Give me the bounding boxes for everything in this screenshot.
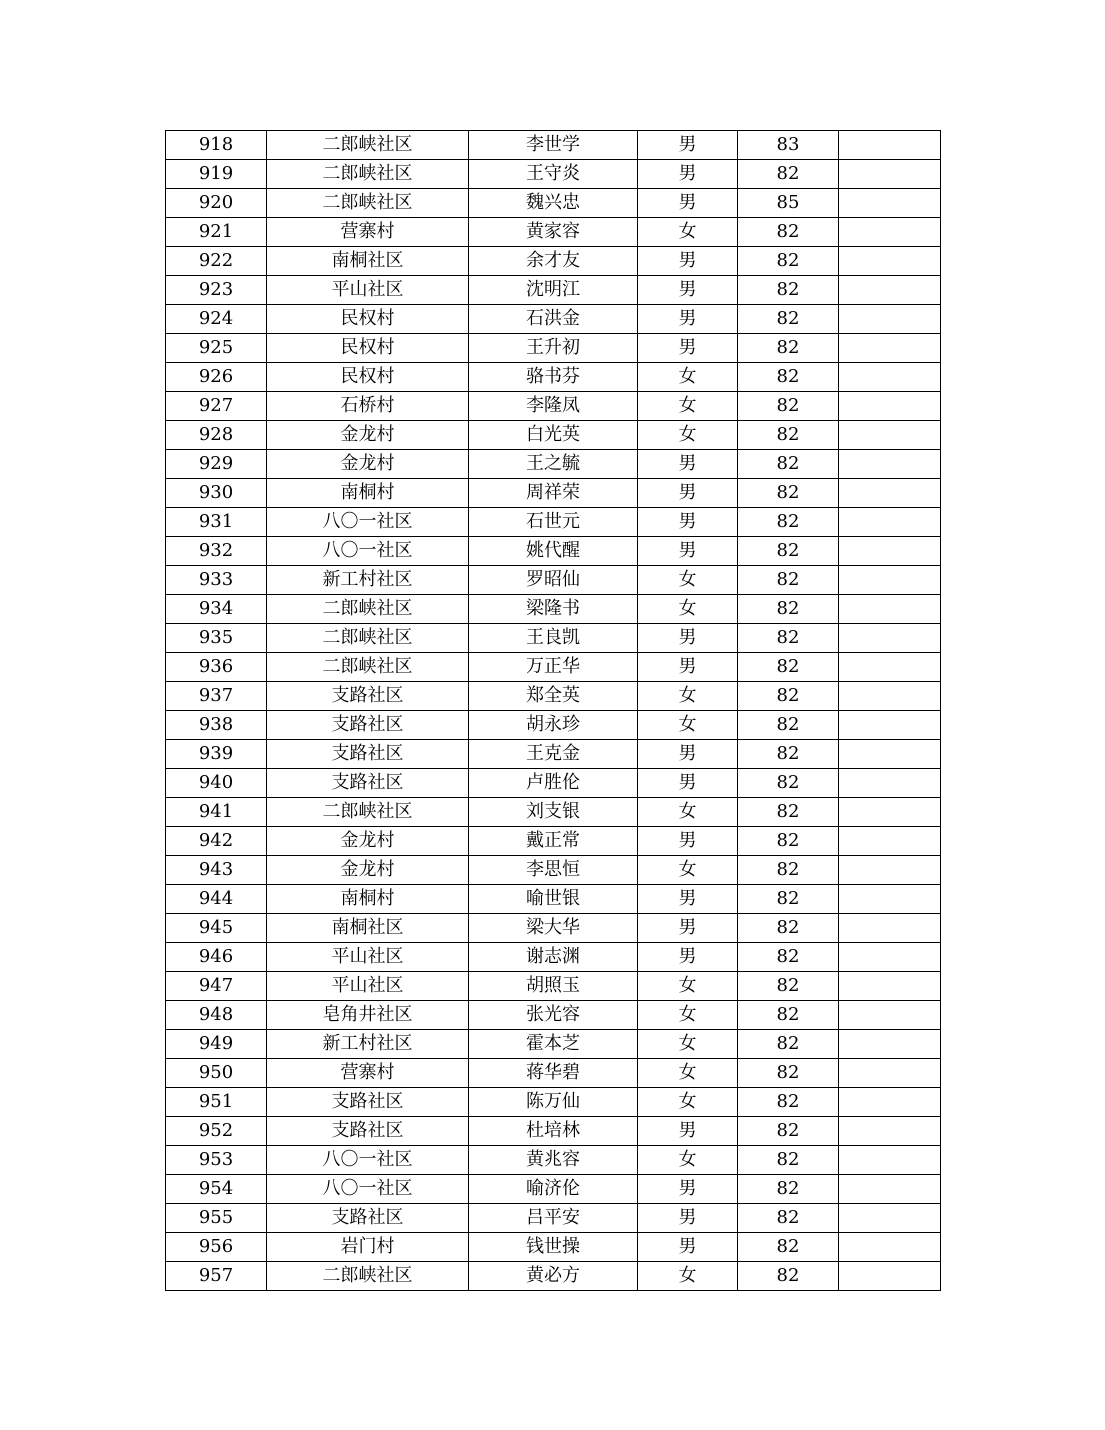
cell-community: 金龙村 [267,827,469,856]
cell-remark [839,160,941,189]
cell-gender: 女 [638,595,738,624]
cell-gender: 女 [638,392,738,421]
roster-table [165,130,941,1291]
cell-remark [839,392,941,421]
cell-remark [839,798,941,827]
cell-number: 926 [166,363,267,392]
cell-gender: 男 [638,1233,738,1262]
cell-remark [839,711,941,740]
table-row [166,1030,941,1059]
table-row [166,1001,941,1030]
cell-community: 民权村 [267,334,469,363]
cell-age: 82 [738,508,839,537]
cell-gender: 女 [638,711,738,740]
cell-remark [839,972,941,1001]
table-row [166,189,941,218]
cell-remark [839,1001,941,1030]
cell-gender: 男 [638,827,738,856]
cell-age: 82 [738,334,839,363]
cell-age: 82 [738,624,839,653]
cell-name: 沈明江 [469,276,638,305]
cell-remark [839,131,941,160]
table-row [166,247,941,276]
cell-name: 蒋华碧 [469,1059,638,1088]
cell-age: 82 [738,1059,839,1088]
table-row [166,1088,941,1117]
cell-community: 南桐村 [267,885,469,914]
cell-age: 82 [738,247,839,276]
cell-gender: 男 [638,276,738,305]
cell-community: 二郎峡社区 [267,595,469,624]
cell-gender: 男 [638,508,738,537]
cell-community: 二郎峡社区 [267,653,469,682]
cell-remark [839,1146,941,1175]
cell-remark [839,1059,941,1088]
cell-name: 喻济伦 [469,1175,638,1204]
cell-community: 二郎峡社区 [267,131,469,160]
cell-age: 82 [738,827,839,856]
cell-remark [839,740,941,769]
cell-gender: 女 [638,1088,738,1117]
cell-number: 939 [166,740,267,769]
cell-gender: 女 [638,1030,738,1059]
cell-community: 营寨村 [267,1059,469,1088]
cell-number: 927 [166,392,267,421]
cell-community: 支路社区 [267,769,469,798]
cell-name: 石洪金 [469,305,638,334]
cell-age: 82 [738,1001,839,1030]
cell-age: 82 [738,711,839,740]
cell-name: 罗昭仙 [469,566,638,595]
cell-remark [839,363,941,392]
cell-number: 932 [166,537,267,566]
table-row [166,392,941,421]
cell-remark [839,595,941,624]
cell-age: 82 [738,421,839,450]
cell-age: 82 [738,1262,839,1291]
cell-community: 岩门村 [267,1233,469,1262]
cell-remark [839,1262,941,1291]
cell-name: 梁隆书 [469,595,638,624]
cell-number: 941 [166,798,267,827]
cell-name: 胡照玉 [469,972,638,1001]
cell-remark [839,334,941,363]
cell-name: 白光英 [469,421,638,450]
cell-community: 二郎峡社区 [267,189,469,218]
cell-number: 950 [166,1059,267,1088]
cell-number: 946 [166,943,267,972]
cell-gender: 男 [638,450,738,479]
cell-remark [839,479,941,508]
cell-community: 民权村 [267,363,469,392]
table-row [166,1117,941,1146]
cell-number: 929 [166,450,267,479]
cell-gender: 男 [638,943,738,972]
cell-age: 82 [738,740,839,769]
cell-name: 黄家容 [469,218,638,247]
cell-remark [839,421,941,450]
cell-gender: 男 [638,914,738,943]
table-row [166,595,941,624]
table-row [166,1059,941,1088]
cell-age: 85 [738,189,839,218]
cell-gender: 女 [638,566,738,595]
cell-community: 新工村社区 [267,566,469,595]
cell-gender: 女 [638,363,738,392]
cell-number: 955 [166,1204,267,1233]
table-row [166,479,941,508]
cell-name: 黄兆容 [469,1146,638,1175]
cell-age: 82 [738,1030,839,1059]
cell-number: 933 [166,566,267,595]
cell-age: 82 [738,682,839,711]
table-row [166,1146,941,1175]
cell-name: 王克金 [469,740,638,769]
cell-number: 938 [166,711,267,740]
cell-community: 南桐社区 [267,914,469,943]
cell-age: 82 [738,653,839,682]
cell-gender: 男 [638,189,738,218]
table-row [166,363,941,392]
cell-number: 948 [166,1001,267,1030]
cell-number: 922 [166,247,267,276]
cell-age: 82 [738,479,839,508]
table-row [166,1233,941,1262]
cell-gender: 男 [638,247,738,276]
cell-name: 戴正常 [469,827,638,856]
cell-age: 82 [738,1204,839,1233]
cell-gender: 男 [638,305,738,334]
table-row [166,450,941,479]
table-row [166,1175,941,1204]
table-row [166,682,941,711]
cell-name: 李思恒 [469,856,638,885]
cell-gender: 男 [638,131,738,160]
cell-number: 947 [166,972,267,1001]
cell-community: 二郎峡社区 [267,160,469,189]
cell-name: 刘支银 [469,798,638,827]
cell-remark [839,1233,941,1262]
cell-remark [839,305,941,334]
cell-remark [839,827,941,856]
cell-community: 支路社区 [267,682,469,711]
cell-community: 南桐社区 [267,247,469,276]
cell-name: 郑全英 [469,682,638,711]
cell-number: 919 [166,160,267,189]
cell-number: 954 [166,1175,267,1204]
cell-number: 925 [166,334,267,363]
cell-community: 八〇一社区 [267,508,469,537]
cell-name: 石世元 [469,508,638,537]
cell-remark [839,189,941,218]
cell-gender: 女 [638,798,738,827]
cell-remark [839,624,941,653]
cell-community: 八〇一社区 [267,537,469,566]
cell-age: 82 [738,914,839,943]
cell-name: 霍本芝 [469,1030,638,1059]
cell-name: 谢志渊 [469,943,638,972]
cell-name: 钱世操 [469,1233,638,1262]
cell-community: 二郎峡社区 [267,798,469,827]
cell-remark [839,769,941,798]
cell-age: 82 [738,218,839,247]
cell-remark [839,276,941,305]
cell-name: 余才友 [469,247,638,276]
cell-remark [839,885,941,914]
cell-number: 957 [166,1262,267,1291]
cell-age: 82 [738,305,839,334]
table-row [166,334,941,363]
table-row [166,421,941,450]
cell-age: 82 [738,160,839,189]
cell-gender: 男 [638,1204,738,1233]
cell-age: 82 [738,537,839,566]
cell-remark [839,218,941,247]
cell-age: 82 [738,363,839,392]
cell-gender: 女 [638,972,738,1001]
table-row [166,943,941,972]
table-row [166,624,941,653]
cell-community: 营寨村 [267,218,469,247]
cell-community: 平山社区 [267,943,469,972]
cell-name: 喻世银 [469,885,638,914]
cell-community: 南桐村 [267,479,469,508]
cell-gender: 女 [638,1001,738,1030]
cell-number: 930 [166,479,267,508]
cell-community: 新工村社区 [267,1030,469,1059]
cell-gender: 男 [638,479,738,508]
cell-community: 金龙村 [267,856,469,885]
cell-gender: 男 [638,334,738,363]
cell-gender: 女 [638,682,738,711]
cell-name: 胡永珍 [469,711,638,740]
cell-gender: 男 [638,769,738,798]
cell-name: 黄必方 [469,1262,638,1291]
cell-community: 石桥村 [267,392,469,421]
cell-age: 82 [738,1175,839,1204]
cell-number: 949 [166,1030,267,1059]
cell-community: 金龙村 [267,450,469,479]
cell-gender: 男 [638,624,738,653]
cell-remark [839,943,941,972]
cell-number: 920 [166,189,267,218]
cell-number: 923 [166,276,267,305]
cell-remark [839,247,941,276]
table-row [166,566,941,595]
cell-name: 骆书芬 [469,363,638,392]
cell-community: 平山社区 [267,972,469,1001]
table-row [166,740,941,769]
cell-gender: 男 [638,653,738,682]
table-row [166,1262,941,1291]
table-row [166,856,941,885]
cell-community: 皂角井社区 [267,1001,469,1030]
cell-remark [839,682,941,711]
cell-number: 936 [166,653,267,682]
cell-name: 李隆凤 [469,392,638,421]
cell-name: 万正华 [469,653,638,682]
cell-name: 杜培林 [469,1117,638,1146]
cell-age: 82 [738,769,839,798]
cell-number: 935 [166,624,267,653]
cell-remark [839,1088,941,1117]
cell-age: 82 [738,885,839,914]
cell-gender: 女 [638,1059,738,1088]
cell-gender: 男 [638,885,738,914]
cell-number: 940 [166,769,267,798]
cell-remark [839,856,941,885]
cell-community: 支路社区 [267,711,469,740]
cell-remark [839,1204,941,1233]
cell-number: 956 [166,1233,267,1262]
cell-number: 918 [166,131,267,160]
cell-name: 魏兴忠 [469,189,638,218]
cell-number: 924 [166,305,267,334]
cell-age: 82 [738,450,839,479]
cell-gender: 男 [638,1117,738,1146]
cell-age: 82 [738,798,839,827]
cell-number: 944 [166,885,267,914]
cell-community: 支路社区 [267,740,469,769]
table-row [166,827,941,856]
cell-remark [839,653,941,682]
table-row [166,972,941,1001]
table-row [166,160,941,189]
cell-age: 82 [738,1146,839,1175]
cell-community: 民权村 [267,305,469,334]
cell-name: 周祥荣 [469,479,638,508]
cell-gender: 男 [638,740,738,769]
cell-name: 卢胜伦 [469,769,638,798]
cell-remark [839,537,941,566]
table-row [166,508,941,537]
cell-age: 82 [738,392,839,421]
cell-name: 王升初 [469,334,638,363]
cell-gender: 男 [638,537,738,566]
cell-age: 82 [738,856,839,885]
table-row [166,131,941,160]
table-row [166,914,941,943]
cell-number: 931 [166,508,267,537]
cell-age: 83 [738,131,839,160]
cell-name: 李世学 [469,131,638,160]
cell-number: 921 [166,218,267,247]
table-row [166,1204,941,1233]
cell-age: 82 [738,972,839,1001]
table-row [166,218,941,247]
table-row [166,537,941,566]
cell-community: 二郎峡社区 [267,1262,469,1291]
cell-number: 937 [166,682,267,711]
cell-remark [839,566,941,595]
cell-number: 928 [166,421,267,450]
cell-gender: 男 [638,160,738,189]
cell-age: 82 [738,276,839,305]
cell-remark [839,914,941,943]
cell-number: 934 [166,595,267,624]
cell-community: 金龙村 [267,421,469,450]
cell-name: 陈万仙 [469,1088,638,1117]
cell-age: 82 [738,595,839,624]
cell-name: 王之毓 [469,450,638,479]
cell-age: 82 [738,1233,839,1262]
cell-remark [839,508,941,537]
table-row [166,885,941,914]
cell-community: 平山社区 [267,276,469,305]
cell-name: 王守炎 [469,160,638,189]
table-row [166,276,941,305]
cell-gender: 女 [638,1262,738,1291]
cell-gender: 男 [638,1175,738,1204]
cell-number: 951 [166,1088,267,1117]
cell-name: 吕平安 [469,1204,638,1233]
cell-name: 张光容 [469,1001,638,1030]
cell-remark [839,1175,941,1204]
table-row [166,305,941,334]
cell-gender: 女 [638,421,738,450]
cell-number: 943 [166,856,267,885]
cell-number: 953 [166,1146,267,1175]
cell-age: 82 [738,1088,839,1117]
cell-age: 82 [738,943,839,972]
cell-number: 945 [166,914,267,943]
cell-number: 952 [166,1117,267,1146]
cell-remark [839,450,941,479]
table-row [166,653,941,682]
cell-name: 王良凯 [469,624,638,653]
cell-age: 82 [738,1117,839,1146]
roster-table-body [166,131,941,1291]
cell-remark [839,1030,941,1059]
cell-gender: 女 [638,218,738,247]
cell-community: 支路社区 [267,1088,469,1117]
table-row [166,769,941,798]
cell-name: 姚代醒 [469,537,638,566]
cell-community: 支路社区 [267,1117,469,1146]
cell-gender: 女 [638,1146,738,1175]
cell-number: 942 [166,827,267,856]
cell-community: 八〇一社区 [267,1146,469,1175]
cell-name: 梁大华 [469,914,638,943]
cell-community: 二郎峡社区 [267,624,469,653]
cell-age: 82 [738,566,839,595]
cell-remark [839,1117,941,1146]
cell-community: 支路社区 [267,1204,469,1233]
table-row [166,711,941,740]
cell-community: 八〇一社区 [267,1175,469,1204]
table-row [166,798,941,827]
cell-gender: 女 [638,856,738,885]
